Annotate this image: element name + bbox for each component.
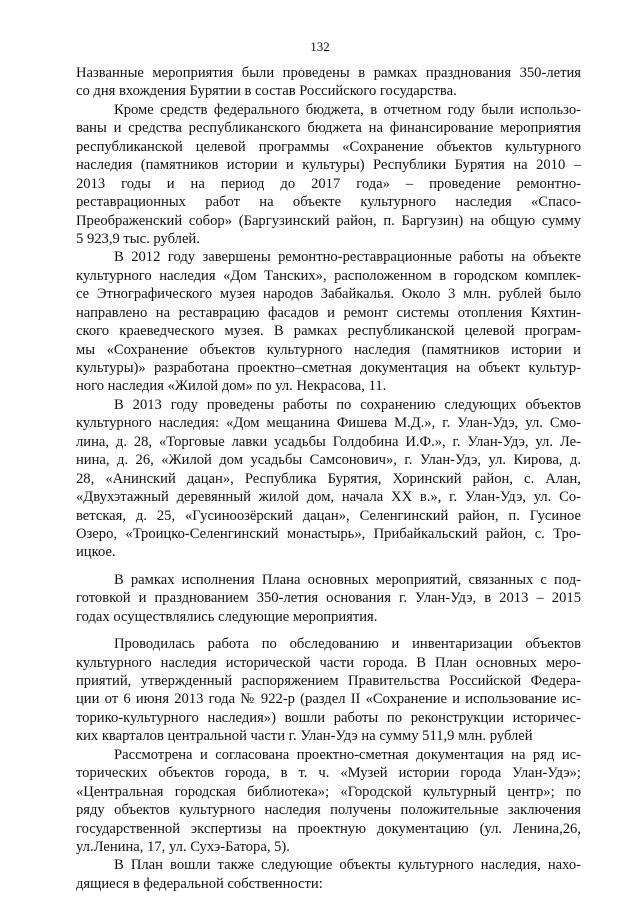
- paragraph-line: Кроме средств федерального бюджета, в отчетном году были использо-: [114, 101, 581, 118]
- paragraph: [76, 101, 581, 249]
- paragraph-line: Названные мероприятия были проведены в рамках празднования 350-летия: [76, 65, 581, 81]
- paragraph-line: Рассмотрена и согласована проектно-сметная документация на ряд ис-: [114, 746, 581, 763]
- paragraph-line: Преображенский собор» (Баргузинский район, п. Баргузин) на общую сумму: [76, 212, 581, 229]
- paragraph-line: ветская, д. 25, «Гусиноозёрский дацан», Селенгинский район, п. Гусиное: [76, 507, 581, 524]
- paragraph-line: се Этнографического музея народов Забайкалья. Около 3 млн. рублей было: [76, 286, 581, 303]
- paragraph-line: государственной экспертизы на проектную документацию (ул. Ленина,26,: [76, 820, 581, 837]
- paragraph-line: приятий, утвержденный распоряжением Правительства Российской Федера-: [76, 673, 581, 689]
- paragraph-line: В 2013 году проведены работы по сохранению следующих объектов: [114, 396, 581, 413]
- paragraph: [76, 856, 581, 893]
- paragraph: [76, 248, 581, 396]
- document-body: [76, 64, 581, 893]
- paragraph: [76, 562, 581, 626]
- paragraph-line: готовкой и празднованием 350-летия основания г. Улан-Удэ, в 2013 – 2015: [76, 590, 581, 607]
- paragraph-gap: [76, 562, 581, 571]
- paragraph-line: годах осуществлялись следующие мероприятия.: [76, 608, 378, 625]
- paragraph: [76, 626, 581, 746]
- paragraph-line: ного наследия «Жилой дом» по ул. Некрасова, 11.: [76, 378, 387, 395]
- paragraph-line: культурного наследия «Дом Танских», расположенном в городском комплек-: [76, 267, 581, 284]
- paragraph-line: направлено на реставрацию фасадов и ремонт системы отопления Кяхтин-: [76, 304, 581, 321]
- paragraph-line: ул.Ленина, 17, ул. Сухэ-Батора, 5).: [76, 838, 290, 855]
- paragraph-line: ции от 6 июня 2013 года № 922-р (раздел II «Сохранение и использование ис-: [76, 691, 581, 708]
- page-number: 132: [310, 39, 330, 54]
- paragraph-line: Озеро, «Троицко-Селенгинский монастырь», Прибайкальский район, с. Тро-: [76, 525, 581, 542]
- paragraph-line: торических объектов города, в т. ч. «Музей истории города Улан-Удэ»;: [76, 765, 581, 782]
- paragraph-line: культурного наследия исторической части города. В План основных меро-: [76, 654, 581, 671]
- paragraph-line: 28, «Анинский дацан», Республика Бурятия, Хоринский район, с. Алан,: [76, 470, 581, 487]
- paragraph: [76, 396, 581, 562]
- paragraph-line: реставрационных работ на объекте культурного наследия «Спасо-: [76, 194, 581, 211]
- paragraph-line: 2013 годы и на период до 2017 года» – проведение ремонтно-: [76, 175, 581, 192]
- paragraph-line: республиканской целевой программы «Сохранение объектов культурного: [76, 138, 581, 155]
- paragraph-line: В рамках исполнения Плана основных мероприятий, связанных с под-: [114, 571, 581, 588]
- paragraph-line: В 2012 году завершены ремонтно-реставрационные работы на объекте: [114, 249, 581, 266]
- paragraph-line: ких кварталов центральной части г. Улан-Удэ на сумму 511,9 млн. рублей: [76, 728, 533, 745]
- paragraph-line: «Центральная городская библиотека»; «Городской культурный центр»; по: [76, 783, 581, 800]
- paragraph-line: культуры)» разработана проектно–сметная документация на объект культур-: [76, 360, 581, 376]
- paragraph-line: наследия (памятников истории и культуры) Республики Бурятия на 2010 –: [76, 157, 581, 174]
- paragraph: [76, 64, 581, 101]
- paragraph-line: «Двухэтажный деревянный жилой дом, начала XX в.», г. Улан-Удэ, ул. Со-: [76, 489, 581, 506]
- paragraph-line: лина, д. 28, «Торговые лавки усадьбы Голдобина И.Ф.», г. Улан-Удэ, ул. Ле-: [76, 433, 581, 450]
- paragraph-line: мы «Сохранение объектов культурного наследия (памятников истории и: [76, 341, 581, 358]
- paragraph-line: ицкое.: [76, 544, 116, 561]
- paragraph-line: 5 923,9 тыс. рублей.: [76, 230, 200, 247]
- paragraph-gap: [76, 626, 581, 635]
- paragraph-line: нина, д. 26, «Жилой дом усадьбы Самсонович», г. Улан-Удэ, ул. Кирова, д.: [76, 452, 581, 469]
- paragraph-line: ряду объектов культурного наследия получены положительные заключения: [76, 802, 581, 819]
- paragraph-line: ского краеведческого музея. В рамках республиканской целевой програм-: [76, 323, 581, 340]
- paragraph-line: В План вошли также следующие объекты культурного наследия, нахо-: [114, 857, 581, 874]
- paragraph-line: культурного наследия: «Дом мещанина Фишева М.Д.», г. Улан-Удэ, ул. Смо-: [76, 415, 581, 432]
- paragraph-line: ваны и средства республиканского бюджета на финансирование мероприятия: [76, 120, 581, 137]
- paragraph-line: дящиеся в федеральной собственности:: [76, 875, 323, 892]
- paragraph-line: торико-культурного наследия») вошли работы по реконструкции историчес-: [76, 709, 581, 726]
- paragraph: [76, 746, 581, 857]
- paragraph-line: со дня вхождения Бурятии в состав Российского государства.: [76, 83, 457, 100]
- paragraph-line: Проводилась работа по обследованию и инвентаризации объектов: [114, 636, 581, 653]
